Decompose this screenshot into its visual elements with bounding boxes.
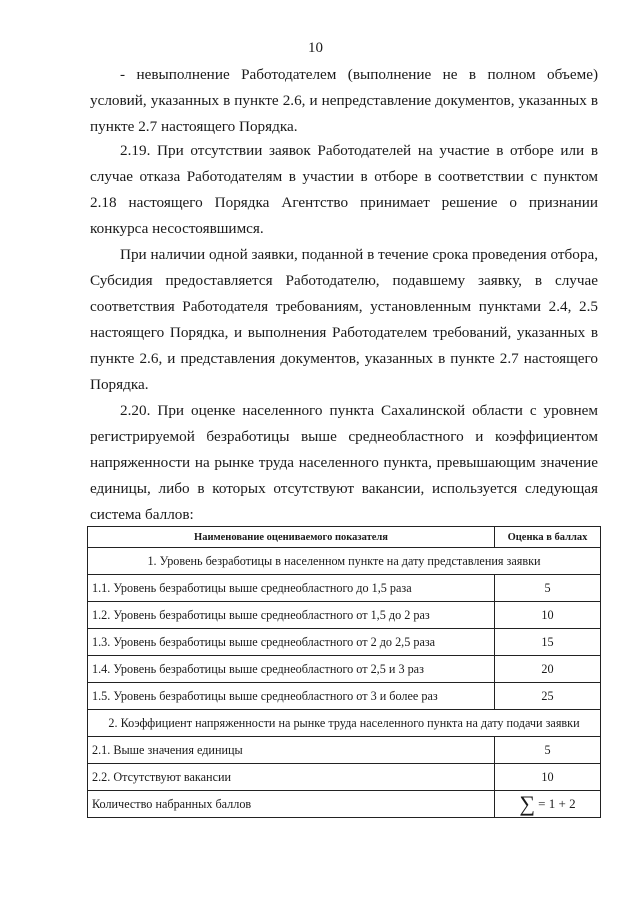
- indicator-name: 2.1. Выше значения единицы: [88, 737, 495, 764]
- indicator-score: 5: [495, 575, 601, 602]
- total-formula: = 1 + 2: [538, 796, 576, 811]
- indicator-name: 1.4. Уровень безработицы выше среднеобластного от 2,5 и 3 раз: [88, 656, 495, 683]
- page-number: 10: [308, 40, 323, 56]
- table-section-row: [88, 548, 601, 575]
- table-row: [88, 683, 601, 710]
- table-row: [88, 737, 601, 764]
- table-header-row: [88, 527, 601, 548]
- indicator-name: 1.1. Уровень безработицы выше среднеобластного до 1,5 раза: [88, 575, 495, 602]
- indicator-score: 5: [495, 737, 601, 764]
- paragraph-single-application: При наличии одной заявки, поданной в течение срока проведения отбора, Субсидия предоставляется Работодателю, подавшему заявку, в случае соответствия Работодателя требованиям, установленным пунктами 2.4, 2.5 настоящего Порядка, и выполнения Работодателем требований, указанных в пункте 2.6, и представления документов, указанных в пункте 2.7 настоящего Порядка.: [90, 246, 598, 393]
- total-formula-cell: [495, 791, 601, 818]
- indicator-score: 15: [495, 629, 601, 656]
- indicator-score: 10: [495, 764, 601, 791]
- indicator-name: 1.5. Уровень безработицы выше среднеобластного от 3 и более раз: [88, 683, 495, 710]
- indicator-score: 20: [495, 656, 601, 683]
- header-indicator-name: Наименование оцениваемого показателя: [88, 527, 495, 548]
- header-score: Оценка в баллах: [495, 527, 601, 548]
- indicator-name: 2.2. Отсутствуют вакансии: [88, 764, 495, 791]
- table-row: [88, 764, 601, 791]
- indicator-name: 1.2. Уровень безработицы выше среднеобластного от 1,5 до 2 раз: [88, 602, 495, 629]
- paragraph-2-20: 2.20. При оценке населенного пункта Сахалинской области с уровнем регистрируемой безработицы выше среднеобластного и коэффициентом напряженности на рынке труда населенного пункта, превышающим значение единицы, либо в которых отсутствуют вакансии, используется следующая система баллов:: [90, 402, 598, 523]
- section-tension-coefficient: 2. Коэффициент напряженности на рынке труда населенного пункта на дату подачи заявки: [88, 710, 601, 737]
- table-section-row: [88, 710, 601, 737]
- section-unemployment-level: 1. Уровень безработицы в населенном пункте на дату представления заявки: [88, 548, 601, 575]
- paragraph-conditions: - невыполнение Работодателем (выполнение не в полном объеме) условий, указанных в пункте 2.6, и непредставление документов, указанных в пункте 2.7 настоящего Порядка.: [90, 66, 598, 135]
- indicator-name: 1.3. Уровень безработицы выше среднеобластного от 2 до 2,5 раза: [88, 629, 495, 656]
- indicator-score: 25: [495, 683, 601, 710]
- sigma-symbol: ∑: [519, 791, 536, 816]
- score-table: [87, 526, 601, 818]
- paragraph-2-19: 2.19. При отсутствии заявок Работодателей на участие в отборе или в случае отказа Работодателям в участии в отборе в соответствии с пунктом 2.18 настоящего Порядка Агентство принимает решение о признании конкурса несостоявшимся.: [90, 142, 598, 237]
- table-row: [88, 629, 601, 656]
- table-total-row: [88, 791, 601, 818]
- table-row: [88, 602, 601, 629]
- indicator-score: 10: [495, 602, 601, 629]
- table-row: [88, 575, 601, 602]
- total-label: Количество набранных баллов: [88, 791, 495, 818]
- table-row: [88, 656, 601, 683]
